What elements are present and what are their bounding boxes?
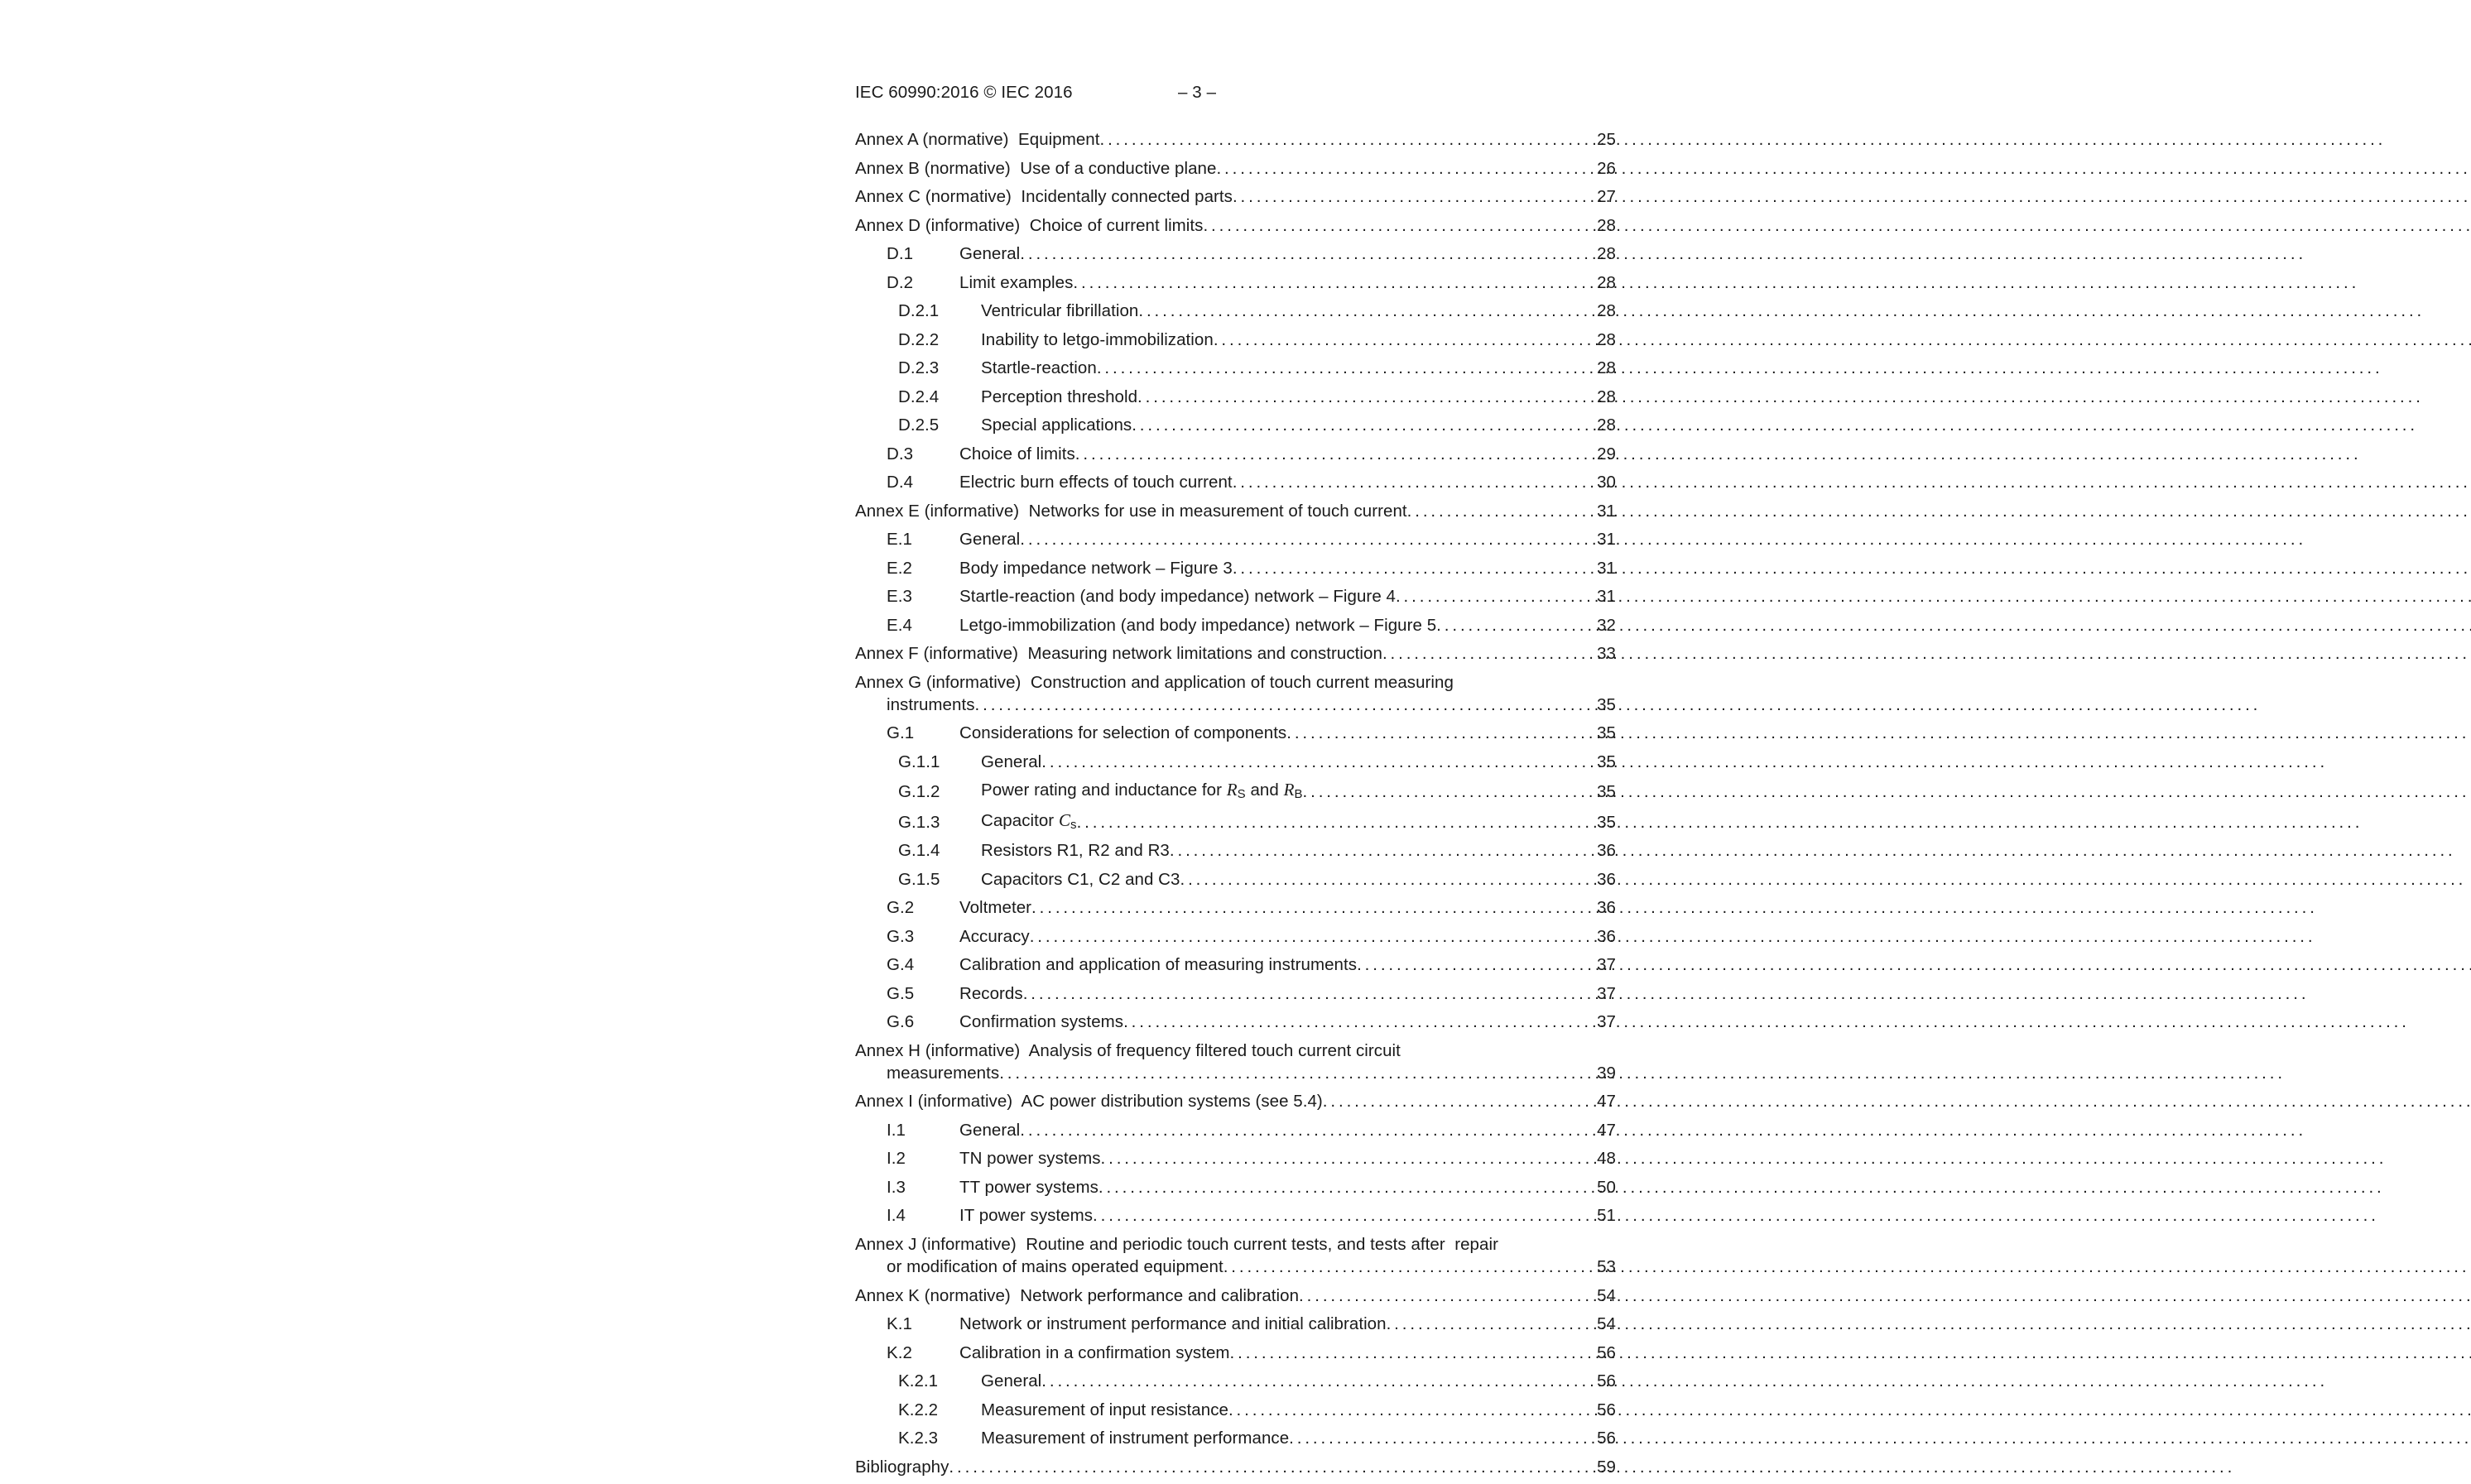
entry-page-number: 36 [1597,869,1616,889]
entry-number: G.6 [887,1012,915,1032]
dot-leader [1041,751,1594,773]
toc-entry-annex-j[interactable] [855,1233,1616,1278]
toc-entry-k-2-2[interactable] [855,1399,1616,1421]
toc-entry-i-2[interactable] [855,1147,1616,1169]
entry-title: General [981,752,1042,771]
dot-leader [1228,1399,1594,1421]
entry-number: E.3 [887,587,912,606]
dot-leader [1230,1342,1594,1364]
entry-title: Annex I (informative) AC power distribution systems (see 5.4) [855,1092,1323,1112]
entry-title-line-1: Annex J (informative) Routine and periodic touch current tests, and tests after repair [855,1234,1498,1254]
entry-page-number: 31 [1597,587,1616,606]
entry-title: Resistors R1, R2 and R3 [981,841,1170,861]
entry-page-number: 28 [1597,387,1616,406]
toc-entry-g-1-2[interactable] [855,779,1616,803]
dot-leader [949,1456,1594,1478]
dot-leader [1073,271,1594,294]
entry-page-number: 47 [1597,1120,1616,1140]
entry-title: Annex C (normative) Incidentally connected parts [855,187,1233,206]
dot-leader [1289,1427,1594,1449]
toc-entry-g-1-4[interactable] [855,839,1616,862]
entry-number: D.2.2 [898,329,940,349]
dot-leader [1216,157,1594,180]
entry-number: G.2 [887,898,915,918]
dot-leader [1097,357,1594,379]
entry-page-number: 37 [1597,983,1616,1003]
toc-entry-d-2[interactable] [855,271,1616,294]
entry-page-number: 35 [1597,752,1616,771]
entry-title: Annex F (informative) Measuring network limitations and construction [855,644,1382,663]
entry-number: G.4 [887,955,915,975]
toc-entry-annex-f[interactable] [855,642,1616,665]
entry-number: D.2.4 [898,387,940,406]
entry-number: D.2 [887,272,914,292]
dot-leader [1077,811,1594,833]
dot-leader [1132,414,1594,436]
document-page [743,0,1728,1477]
entry-title: Choice of limits [959,444,1075,463]
dot-leader [1299,1285,1594,1307]
toc-entry-d-2-4[interactable] [855,386,1616,408]
entry-page-number: 28 [1597,272,1616,292]
entry-page-number: 35 [1597,723,1616,743]
toc-entry-d-2-1[interactable] [855,300,1616,322]
entry-number: G.1.2 [898,782,940,802]
dot-leader [999,1062,1594,1084]
dot-leader [1233,471,1594,493]
dot-leader [1020,528,1594,550]
dot-leader [1286,722,1594,744]
dot-leader [1100,128,1595,151]
entry-page-number: 50 [1597,1177,1616,1197]
toc-entry-annex-i[interactable] [855,1090,1616,1112]
entry-number: G.1.3 [898,812,940,832]
toc-entry-annex-k[interactable] [855,1285,1616,1307]
entry-number: K.2.3 [898,1429,939,1448]
dot-leader [1138,300,1594,322]
entry-page-number: 59 [1597,1457,1616,1477]
entry-page-number: 36 [1597,926,1616,946]
entry-number: G.5 [887,983,915,1003]
entry-title: Annex B (normative) Use of a conductive plane [855,158,1217,178]
entry-number: D.2.3 [898,358,940,377]
entry-title: Perception threshold [981,387,1138,406]
dot-leader [1170,839,1594,862]
entry-page-number: 39 [1597,1063,1616,1083]
entry-page-number: 29 [1597,444,1616,463]
entry-title-line-2: measurements [887,1063,1000,1083]
entry-page-number: 47 [1597,1092,1616,1112]
toc-entry-i-4[interactable] [855,1204,1616,1227]
entry-page-number: 31 [1597,530,1616,549]
entry-number: G.1.1 [898,752,940,771]
dot-leader [1382,642,1594,665]
entry-title: Network or instrument performance and initial calibration [959,1314,1387,1334]
entry-number: D.4 [887,473,914,492]
dot-leader [1180,868,1594,891]
dot-leader [1396,585,1594,608]
toc-entry-g-6[interactable] [855,1011,1616,1033]
entry-page-number: 48 [1597,1149,1616,1169]
page-header [855,82,1616,103]
entry-number: K.2.2 [898,1400,939,1419]
toc-entry-g-2[interactable] [855,896,1616,919]
entry-title: Annex E (informative) Networks for use in measurement of touch current [855,501,1407,521]
dot-leader [1023,982,1594,1005]
entry-number: I.3 [887,1177,906,1197]
entry-page-number: 56 [1597,1371,1616,1391]
entry-title: Confirmation systems [959,1012,1124,1032]
entry-title: Measurement of input resistance [981,1400,1228,1419]
toc-entry-k-2-1[interactable] [855,1370,1616,1392]
dot-leader [1203,214,1594,237]
entry-page-number: 30 [1597,473,1616,492]
entry-title: Ventricular fibrillation [981,301,1139,320]
entry-page-number: 31 [1597,558,1616,578]
entry-page-number: 56 [1597,1429,1616,1448]
toc-entry-annex-b[interactable] [855,157,1616,180]
dot-leader [1223,1256,1594,1278]
dot-leader [1407,500,1594,522]
entry-page-number: 28 [1597,244,1616,263]
entry-page-number: 28 [1597,329,1616,349]
entry-page-number: 54 [1597,1314,1616,1334]
entry-page-number: 28 [1597,415,1616,435]
document-identifier: IEC 60990:2016 © IEC 2016 [855,83,1073,102]
entry-number: G.1.4 [898,841,940,861]
entry-title: General [981,1371,1042,1391]
toc-entry-g-1-3[interactable] [855,809,1616,833]
entry-page-number: 28 [1597,215,1616,235]
entry-title: Special applications [981,415,1132,435]
entry-title: Electric burn effects of touch current [959,473,1233,492]
entry-page-number: 56 [1597,1400,1616,1419]
dot-leader [1303,780,1594,803]
dot-leader [1387,1313,1594,1335]
entry-page-number: 53 [1597,1257,1616,1277]
entry-title: General [959,1120,1021,1140]
dot-leader [1093,1204,1594,1227]
entry-title: Power rating and inductance for $R_S$ and $R_B$ [981,780,1303,802]
entry-page-number: 36 [1597,841,1616,861]
entry-title: Measurement of instrument performance [981,1429,1290,1448]
toc-entry-g-5[interactable] [855,982,1616,1005]
toc-entry-i-3[interactable] [855,1176,1616,1198]
toc-entry-annex-e[interactable] [855,500,1616,522]
entry-page-number: 56 [1597,1342,1616,1362]
entry-page-number: 37 [1597,1012,1616,1032]
entry-number: K.1 [887,1314,912,1334]
toc-entry-e-2[interactable] [855,557,1616,579]
entry-number: K.2.1 [898,1371,939,1391]
dot-leader [1233,557,1594,579]
entry-page-number: 25 [1597,130,1616,149]
toc-entry-annex-g[interactable] [855,671,1616,716]
entry-page-number: 31 [1597,501,1616,521]
entry-title: TN power systems [959,1149,1101,1169]
entry-page-number: 35 [1597,812,1616,832]
entry-title: TT power systems [959,1177,1098,1197]
toc-entry-g-3[interactable] [855,925,1616,948]
entry-title: Bibliography [855,1457,949,1477]
toc-entry-bibliography[interactable] [855,1456,1616,1478]
dot-leader [1214,329,1594,351]
dot-leader [1323,1090,1594,1112]
entry-number: D.2.1 [898,301,940,320]
toc-entry-k-2[interactable] [855,1342,1616,1364]
dot-leader [1098,1176,1594,1198]
entry-title: Records [959,983,1023,1003]
toc-entry-d-3[interactable] [855,443,1616,465]
toc-entry-i-1[interactable] [855,1119,1616,1141]
toc-entry-k-1[interactable] [855,1313,1616,1335]
entry-title: Capacitors C1, C2 and C3 [981,869,1180,889]
toc-entry-e-1[interactable] [855,528,1616,550]
entry-number: E.4 [887,615,912,635]
toc-entry-g-4[interactable] [855,953,1616,976]
toc-entry-g-1-5[interactable] [855,868,1616,891]
entry-number: E.2 [887,558,912,578]
entry-title-line-2: instruments [887,694,975,714]
entry-page-number: 54 [1597,1285,1616,1305]
toc-entry-annex-h[interactable] [855,1040,1616,1084]
entry-page-number: 37 [1597,955,1616,975]
entry-title: Annex A (normative) Equipment [855,130,1100,149]
entry-title: Startle-reaction [981,358,1097,377]
dot-leader [1233,185,1594,208]
toc-entry-g-1-1[interactable] [855,751,1616,773]
entry-number: G.3 [887,926,915,946]
entry-page-number: 33 [1597,644,1616,663]
entry-page-number: 36 [1597,898,1616,918]
toc-entry-d-4[interactable] [855,471,1616,493]
entry-page-number: 51 [1597,1206,1616,1226]
toc-entry-annex-a[interactable] [855,128,1616,151]
dot-leader [975,694,1594,716]
entry-title: Annex D (informative) Choice of current limits [855,215,1204,235]
entry-title: Body impedance network – Figure 3 [959,558,1233,578]
toc-entry-annex-c[interactable] [855,185,1616,208]
dot-leader [1101,1147,1594,1169]
entry-number: I.2 [887,1149,906,1169]
entry-number: G.1 [887,723,915,743]
entry-title: Accuracy [959,926,1030,946]
entry-page-number: 26 [1597,158,1616,178]
entry-number: I.1 [887,1120,906,1140]
entry-number: K.2 [887,1342,912,1362]
entry-page-number: 28 [1597,358,1616,377]
entry-title: General [959,244,1021,263]
entry-title: Calibration in a confirmation system [959,1342,1230,1362]
entry-title-line-1: Annex H (informative) Analysis of frequency filtered touch current circuit [855,1040,1401,1060]
table-of-contents [855,128,1616,1484]
entry-title-line-2: or modification of mains operated equipment [887,1257,1223,1277]
dot-leader [1075,443,1594,465]
entry-page-number: 35 [1597,782,1616,802]
entry-page-number: 32 [1597,615,1616,635]
dot-leader [1357,953,1594,976]
entry-title: Capacitor $C_s$ [981,809,1077,832]
dot-leader [1041,1370,1594,1392]
entry-number: D.1 [887,244,914,263]
entry-number: E.1 [887,530,912,549]
entry-page-number: 28 [1597,301,1616,320]
toc-entry-e-4[interactable] [855,614,1616,636]
dot-leader [1123,1011,1594,1033]
entry-page-number: 35 [1597,694,1616,714]
toc-entry-d-1[interactable] [855,243,1616,265]
entry-number: D.2.5 [898,415,940,435]
entry-title-line-1: Annex G (informative) Construction and application of touch current measuring [855,672,1454,692]
entry-title: Inability to letgo-immobilization [981,329,1214,349]
entry-title: Considerations for selection of components [959,723,1287,743]
page-number-marker: – 3 – [1178,83,1217,102]
dot-leader [1137,386,1594,408]
entry-number: G.1.5 [898,869,940,889]
toc-entry-d-2-3[interactable] [855,357,1616,379]
toc-entry-d-2-5[interactable] [855,414,1616,436]
dot-leader [1020,1119,1594,1141]
entry-title: General [959,530,1021,549]
entry-number: I.4 [887,1206,906,1226]
dot-leader [1031,896,1594,919]
entry-title: Annex K (normative) Network performance and calibration [855,1285,1300,1305]
entry-title: Calibration and application of measuring instruments [959,955,1358,975]
entry-title: Startle-reaction (and body impedance) network – Figure 4 [959,587,1396,606]
toc-entry-g-1[interactable] [855,722,1616,744]
dot-leader [1020,243,1594,265]
entry-title: Voltmeter [959,898,1032,918]
toc-entry-e-3[interactable] [855,585,1616,608]
entry-title: Letgo-immobilization (and body impedance) network – Figure 5 [959,615,1437,635]
entry-title: Limit examples [959,272,1074,292]
entry-number: D.3 [887,444,914,463]
toc-entry-annex-d[interactable] [855,214,1616,237]
toc-entry-k-2-3[interactable] [855,1427,1616,1449]
toc-entry-d-2-2[interactable] [855,329,1616,351]
dot-leader [1436,614,1594,636]
dot-leader [1030,925,1594,948]
entry-title: IT power systems [959,1206,1094,1226]
entry-page-number: 27 [1597,187,1616,206]
